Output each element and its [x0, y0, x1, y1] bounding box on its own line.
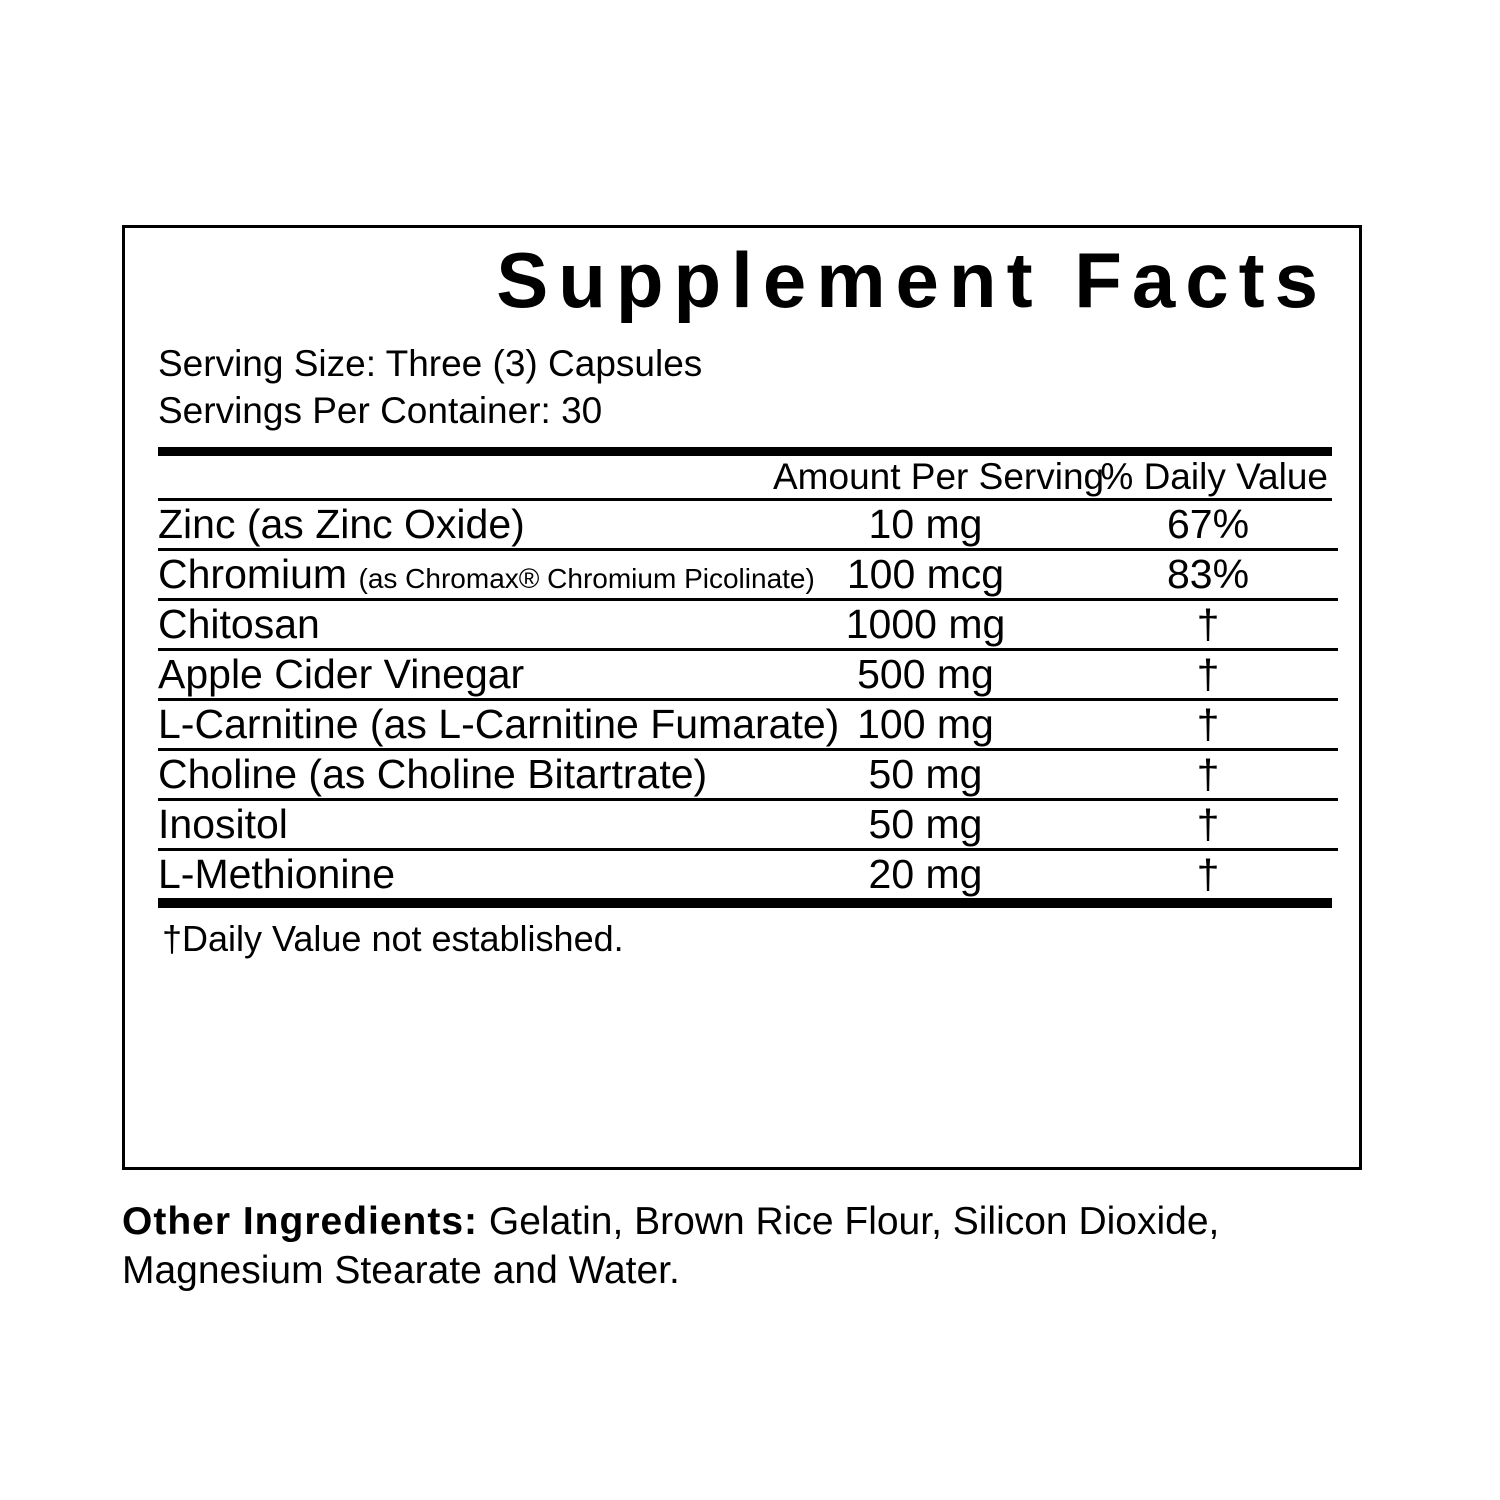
- other-ingredients: [122, 1198, 1392, 1296]
- nutrient-dv: †: [1196, 800, 1220, 847]
- nutrient-dv: †: [1196, 850, 1220, 897]
- nutrient-name-detail: (as Chromax® Chromium Picolinate): [358, 562, 815, 594]
- nutrient-amount: 1000 mg: [845, 600, 1006, 647]
- nutrient-name: Choline (as Choline Bitartrate): [158, 750, 708, 797]
- nutrient-dv: †: [1196, 700, 1220, 747]
- table-row: [158, 801, 1338, 848]
- table-header-row: [158, 456, 1338, 498]
- nutrient-amount: 50 mg: [868, 800, 983, 847]
- header-amount: Amount Per Serving: [773, 455, 1105, 497]
- table-row: [158, 601, 1338, 648]
- nutrient-amount: 10 mg: [868, 500, 983, 547]
- supplement-facts-panel: [122, 225, 1362, 1170]
- table-row: [158, 701, 1338, 748]
- divider-thick-top: [158, 447, 1332, 456]
- table-row: [158, 501, 1338, 548]
- nutrient-dv: †: [1196, 650, 1220, 697]
- nutrient-dv: 67%: [1166, 500, 1250, 547]
- nutrient-dv: †: [1196, 750, 1220, 797]
- nutrient-amount: 100 mcg: [846, 550, 1005, 597]
- table-row: [158, 751, 1338, 798]
- nutrient-name-main: Chromium: [158, 550, 348, 597]
- header-name: [158, 456, 773, 498]
- nutrition-table: [158, 456, 1338, 498]
- nutrient-name: Chitosan: [158, 600, 320, 647]
- nutrient-name: [158, 550, 815, 598]
- nutrient-amount: 20 mg: [868, 850, 983, 897]
- table-row: [158, 551, 1338, 598]
- nutrient-name: L-Carnitine (as L-Carnitine Fumarate): [158, 700, 840, 747]
- page-title: Supplement Facts: [496, 236, 1328, 324]
- header-daily-value: % Daily Value: [1100, 455, 1328, 497]
- table-row: [158, 851, 1338, 898]
- nutrient-dv: †: [1196, 600, 1220, 647]
- nutrient-rows: [158, 501, 1338, 898]
- nutrient-amount: 50 mg: [868, 750, 983, 797]
- other-ingredients-text: Gelatin, Brown Rice Flour, Silicon Dioxide, Magnesium Stearate and Water.: [122, 1200, 1220, 1292]
- table-row: [158, 651, 1338, 698]
- servings-per-container: Servings Per Container: 30: [158, 390, 603, 432]
- nutrient-amount: 100 mg: [857, 700, 994, 747]
- nutrient-name: L-Methionine: [158, 850, 396, 897]
- serving-info: [158, 340, 1332, 435]
- footnote: †Daily Value not established.: [162, 917, 624, 959]
- nutrient-amount: 500 mg: [857, 650, 994, 697]
- nutrient-name: Apple Cider Vinegar: [158, 650, 525, 697]
- divider-thick-bottom: [158, 898, 1332, 908]
- nutrient-name: Inositol: [158, 800, 288, 847]
- nutrient-name: Zinc (as Zinc Oxide): [158, 500, 525, 547]
- other-ingredients-label: Other Ingredients:: [122, 1200, 479, 1243]
- serving-size: Serving Size: Three (3) Capsules: [158, 342, 703, 384]
- nutrient-dv: 83%: [1166, 550, 1250, 597]
